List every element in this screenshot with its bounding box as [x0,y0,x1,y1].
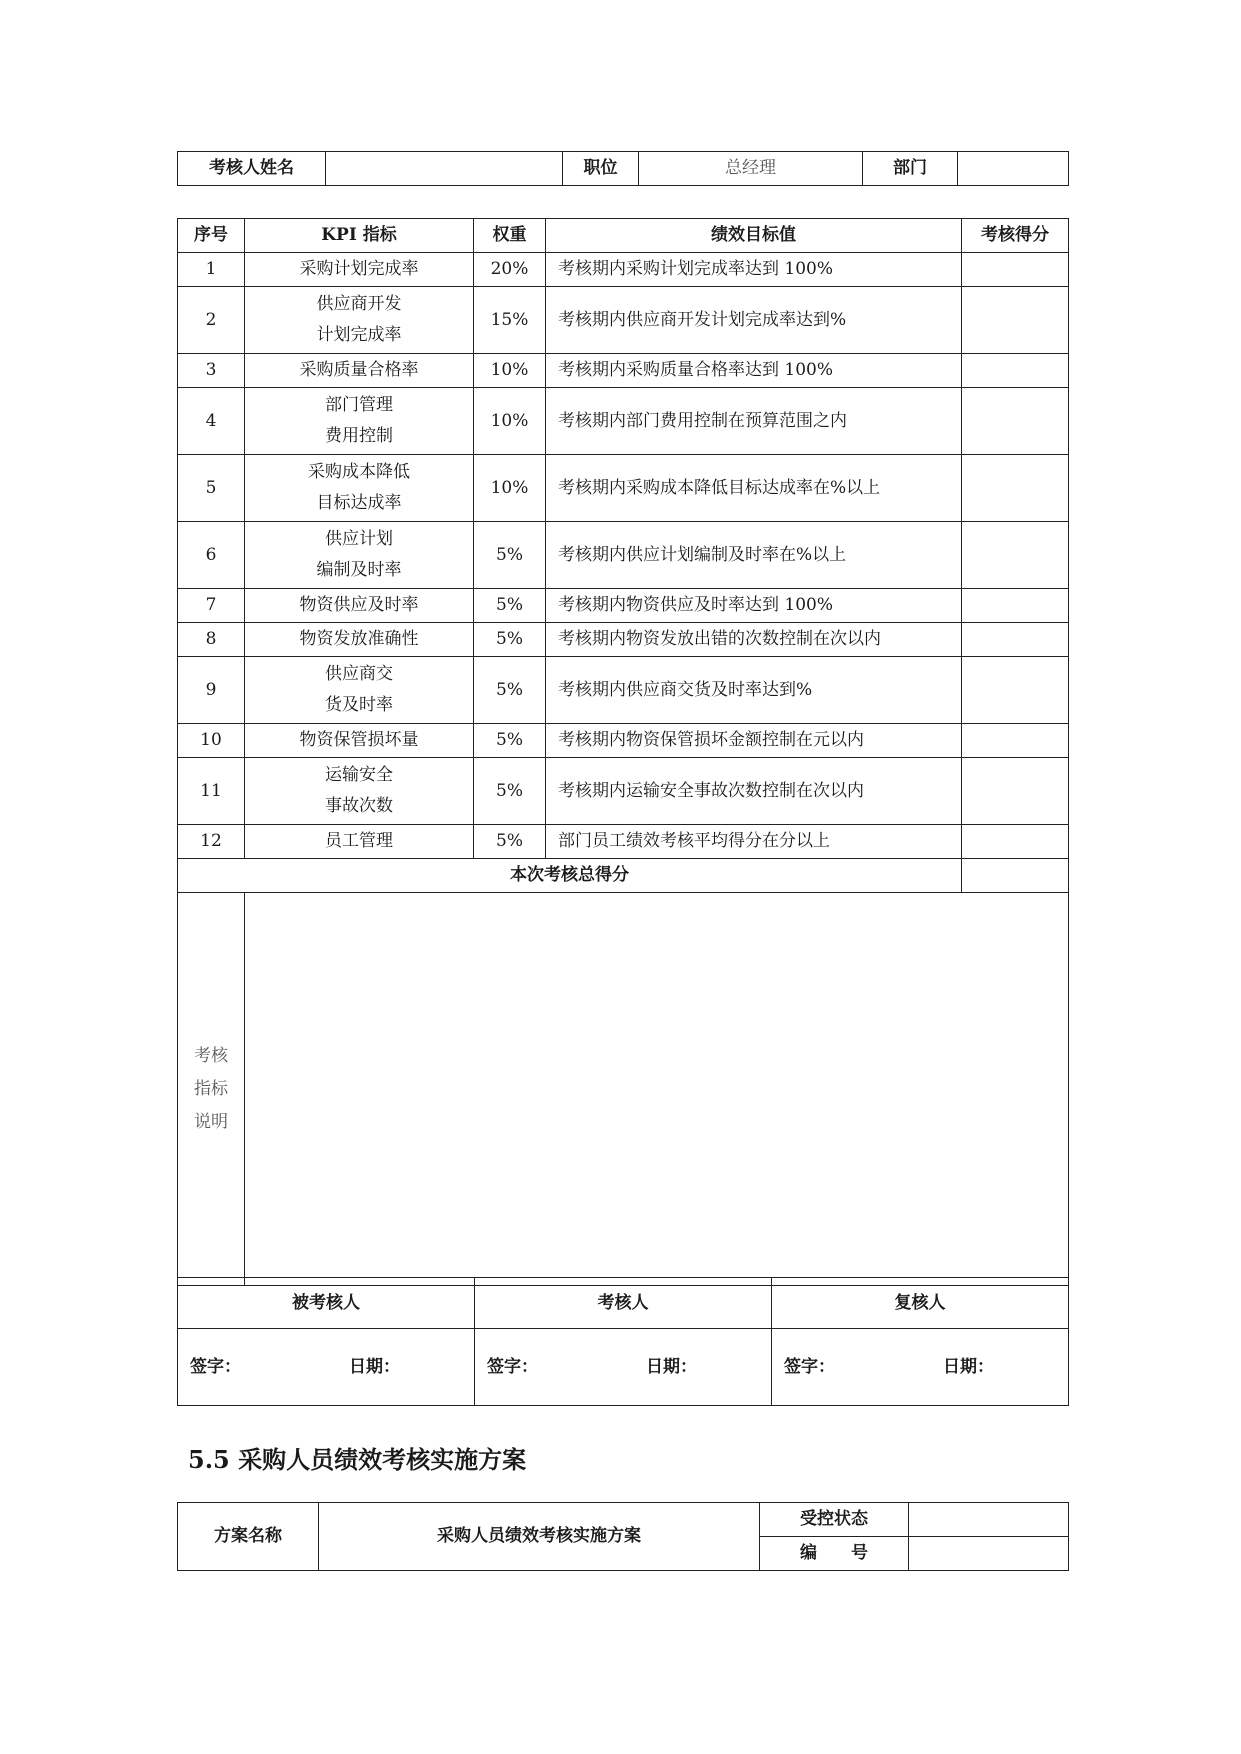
kpi-no: 6 [178,522,245,589]
kpi-score-field[interactable] [962,354,1069,388]
table-row [178,522,1069,589]
kpi-target: 部门员工绩效考核平均得分在分以上 [546,825,962,859]
kpi-note-label [178,893,245,1286]
table-row [178,253,1069,287]
kpi-no: 7 [178,589,245,623]
assessor-name-label: 考核人姓名 [178,152,326,186]
kpi-score-field[interactable] [962,657,1069,724]
kpi-name: 物资供应及时率 [245,589,474,623]
kpi-weight: 15% [474,287,546,354]
sign-label: 签字： [487,1356,538,1377]
kpi-target: 考核期内供应商开发计划完成率达到% [546,287,962,354]
kpi-name: 物资保管损坏量 [245,724,474,758]
kpi-target: 考核期内物资供应及时率达到 100% [546,589,962,623]
header-score: 考核得分 [962,219,1069,253]
header-target: 绩效目标值 [546,219,962,253]
table-row [178,354,1069,388]
plan-name-value: 采购人员绩效考核实施方案 [319,1503,760,1571]
table-row [178,455,1069,522]
kpi-name: 物资发放准确性 [245,623,474,657]
date-label: 日期： [646,1356,697,1377]
kpi-name [245,657,474,724]
assessor-info-table [177,151,1069,186]
kpi-weight: 10% [474,388,546,455]
kpi-no: 2 [178,287,245,354]
reviewer-sign-cell[interactable] [772,1329,1069,1406]
kpi-no: 5 [178,455,245,522]
kpi-score-field[interactable] [962,522,1069,589]
kpi-target: 考核期内运输安全事故次数控制在次以内 [546,758,962,825]
kpi-name-line: 供应计划 [325,529,393,550]
kpi-note-row [178,893,1069,1286]
assessor-sign-cell[interactable] [475,1329,772,1406]
table-row [178,758,1069,825]
kpi-no: 8 [178,623,245,657]
assessor-name-field[interactable] [326,152,563,186]
controlled-status-label: 受控状态 [760,1503,909,1537]
table-row [178,623,1069,657]
kpi-weight: 10% [474,354,546,388]
kpi-no: 10 [178,724,245,758]
kpi-name-line: 目标达成率 [316,493,402,513]
total-score-label: 本次考核总得分 [178,859,962,893]
kpi-name [245,388,474,455]
kpi-target: 考核期内物资发放出错的次数控制在次以内 [546,623,962,657]
kpi-no: 3 [178,354,245,388]
kpi-name [245,758,474,825]
kpi-score-field[interactable] [962,623,1069,657]
role-assessee: 被考核人 [178,1278,475,1329]
kpi-target: 考核期内采购计划完成率达到 100% [546,253,962,287]
kpi-name-line: 运输安全 [325,765,393,786]
kpi-name [245,522,474,589]
kpi-no: 9 [178,657,245,724]
section-title: 5.5 采购人员绩效考核实施方案 [188,1445,527,1474]
kpi-weight: 5% [474,589,546,623]
kpi-name-line: 费用控制 [325,426,393,446]
kpi-target: 考核期内供应商交货及时率达到% [546,657,962,724]
kpi-no: 12 [178,825,245,859]
sign-label: 签字： [190,1356,241,1377]
header-no: 序号 [178,219,245,253]
kpi-score-field[interactable] [962,589,1069,623]
kpi-target: 考核期内供应计划编制及时率在%以上 [546,522,962,589]
kpi-target: 考核期内采购成本降低目标达成率在%以上 [546,455,962,522]
kpi-no: 1 [178,253,245,287]
date-label: 日期： [943,1356,994,1377]
kpi-no: 4 [178,388,245,455]
position-value[interactable]: 总经理 [639,152,863,186]
header-weight: 权重 [474,219,546,253]
kpi-target: 考核期内部门费用控制在预算范围之内 [546,388,962,455]
kpi-weight: 5% [474,825,546,859]
kpi-weight: 5% [474,623,546,657]
table-row [178,388,1069,455]
table-row [178,657,1069,724]
note-label-line: 说明 [194,1111,228,1132]
kpi-weight: 5% [474,657,546,724]
header-kpi: KPI 指标 [245,219,474,253]
note-label-line: 考核 [194,1045,228,1066]
date-label: 日期： [349,1356,400,1377]
total-score-field[interactable] [962,859,1069,893]
kpi-score-field[interactable] [962,455,1069,522]
kpi-weight: 10% [474,455,546,522]
kpi-score-field[interactable] [962,287,1069,354]
plan-table [177,1502,1069,1571]
assessee-sign-cell[interactable] [178,1329,475,1406]
kpi-score-field[interactable] [962,253,1069,287]
kpi-name: 采购质量合格率 [245,354,474,388]
kpi-name-line: 部门管理 [325,395,393,416]
kpi-name-line: 供应商开发 [316,294,402,315]
kpi-score-field[interactable] [962,825,1069,859]
kpi-weight: 5% [474,724,546,758]
kpi-weight: 5% [474,522,546,589]
kpi-table [177,218,1069,1286]
kpi-no: 11 [178,758,245,825]
signature-table [177,1277,1069,1406]
table-row [178,825,1069,859]
kpi-target: 考核期内物资保管损坏金额控制在元以内 [546,724,962,758]
note-label-line: 指标 [194,1078,228,1099]
kpi-name-line: 供应商交 [325,664,393,685]
table-row [178,724,1069,758]
department-field[interactable] [958,152,1069,186]
total-score-row [178,859,1069,893]
role-assessor: 考核人 [475,1278,772,1329]
plan-name-label: 方案名称 [178,1503,319,1571]
kpi-name-line: 计划完成率 [316,325,402,345]
kpi-header-row [178,219,1069,253]
kpi-score-field[interactable] [962,758,1069,825]
number-label: 编 号 [760,1537,909,1571]
kpi-weight: 20% [474,253,546,287]
kpi-name [245,455,474,522]
kpi-name-line: 事故次数 [325,796,393,816]
kpi-score-field[interactable] [962,724,1069,758]
kpi-name-line: 货及时率 [325,695,393,715]
kpi-name: 采购计划完成率 [245,253,474,287]
kpi-note-field[interactable] [245,893,1069,1286]
kpi-name-line: 采购成本降低 [308,462,410,483]
kpi-name-line: 编制及时率 [316,560,402,580]
number-field[interactable] [909,1537,1069,1571]
sign-label: 签字： [784,1356,835,1377]
kpi-weight: 5% [474,758,546,825]
kpi-score-field[interactable] [962,388,1069,455]
department-label: 部门 [863,152,958,186]
table-row [178,589,1069,623]
position-label: 职位 [563,152,639,186]
kpi-name: 员工管理 [245,825,474,859]
kpi-name [245,287,474,354]
controlled-status-field[interactable] [909,1503,1069,1537]
table-row [178,287,1069,354]
kpi-target: 考核期内采购质量合格率达到 100% [546,354,962,388]
role-reviewer: 复核人 [772,1278,1069,1329]
